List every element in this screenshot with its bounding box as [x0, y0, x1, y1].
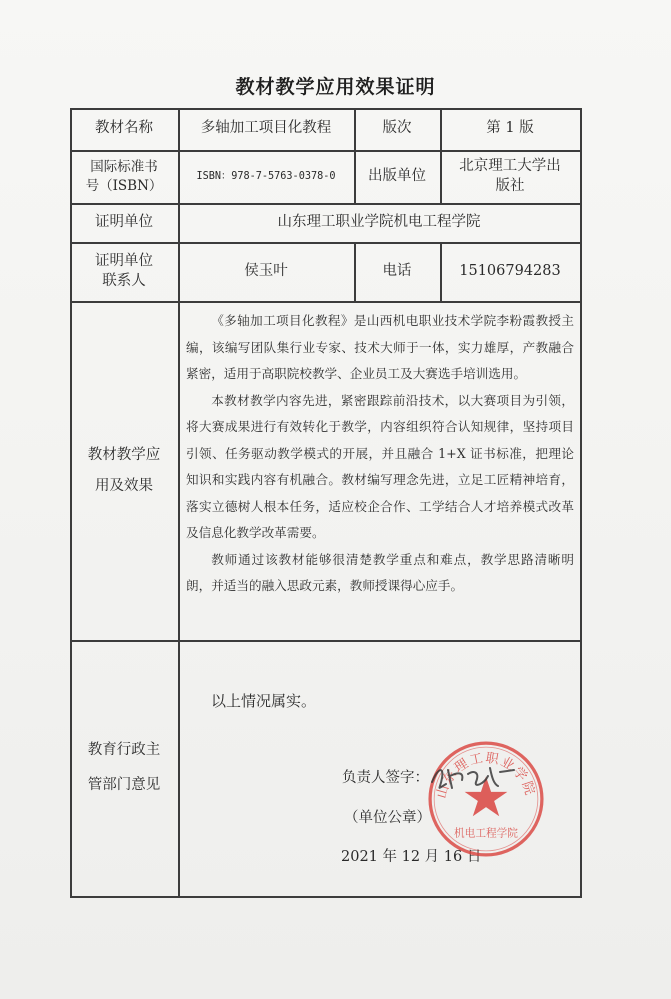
authority-opinion-label: 教育行政主 管部门意见	[87, 742, 161, 793]
textbook-name-value: 多轴加工项目化教程	[200, 120, 332, 137]
certifying-unit-label: 证明单位	[95, 213, 153, 230]
handwritten-signature	[428, 760, 520, 794]
body-paragraph-2: 本教材教学内容先进，紧密跟踪前沿技术，以大赛项目为引领，将大赛成果进行有效转化于教学，内容组织符合认知规律，坚持项目引领、任务驱动教学模式的开展，并且融合 1+X 证书标准，把理论知识和实践内容有机融合。教材编写理念先进，立足工匠精神培育，落实立德树人根本任务，适应校企合作、工学结合人才培养模式改革及信息化教学改革需要。	[186, 392, 574, 540]
textbook-name-label: 教材名称	[95, 120, 153, 137]
table-border-right	[580, 108, 582, 898]
application-effect-label: 教材教学应 用及效果	[87, 447, 161, 494]
edition-label: 版次	[382, 120, 412, 137]
contact-person-value: 侯玉叶	[244, 262, 288, 279]
signer-label: 负责人签字：	[342, 770, 429, 786]
application-effect-body	[186, 308, 574, 638]
svg-text:山东理工职业学院: 山东理工职业学院	[434, 750, 538, 801]
publisher-label: 出版单位	[368, 167, 426, 184]
phone-label: 电话	[382, 262, 412, 279]
isbn-label: 国际标准书 号（ISBN）	[85, 159, 163, 194]
signing-date: 2021 年 12 月 16 日	[341, 849, 482, 865]
edition-value: 第 1 版	[486, 120, 534, 137]
table-border-bottom	[70, 896, 582, 898]
svg-text:机电工程学院: 机电工程学院	[454, 826, 518, 840]
body-paragraph-1: 《多轴加工项目化教程》是山西机电职业技术学院李粉霞教授主编，该编写团队集行业专家、技术大师于一体，实力雄厚，产教融合紧密，适用于高职院校教学、企业员工及大赛选手培训选用。	[186, 313, 574, 381]
body-paragraph-3: 教师通过该教材能够很清楚教学重点和难点，教学思路清晰明朗，并适当的融入思政元素，教师授课得心应手。	[186, 551, 574, 593]
document-title: 教材教学应用效果证明	[235, 76, 436, 98]
phone-value: 15106794283	[459, 262, 561, 279]
isbn-value: ISBN：978-7-5763-0378-0	[196, 170, 336, 182]
official-seal-stamp	[425, 738, 547, 860]
certifying-unit-value: 山东理工职业学院机电工程学院	[277, 213, 481, 230]
publisher-value: 北京理工大学出 版社	[459, 157, 561, 194]
opinion-statement: 以上情况属实。	[211, 692, 317, 710]
contact-person-label: 证明单位 联系人	[95, 252, 153, 289]
seal-label: （单位公章）	[344, 810, 431, 826]
